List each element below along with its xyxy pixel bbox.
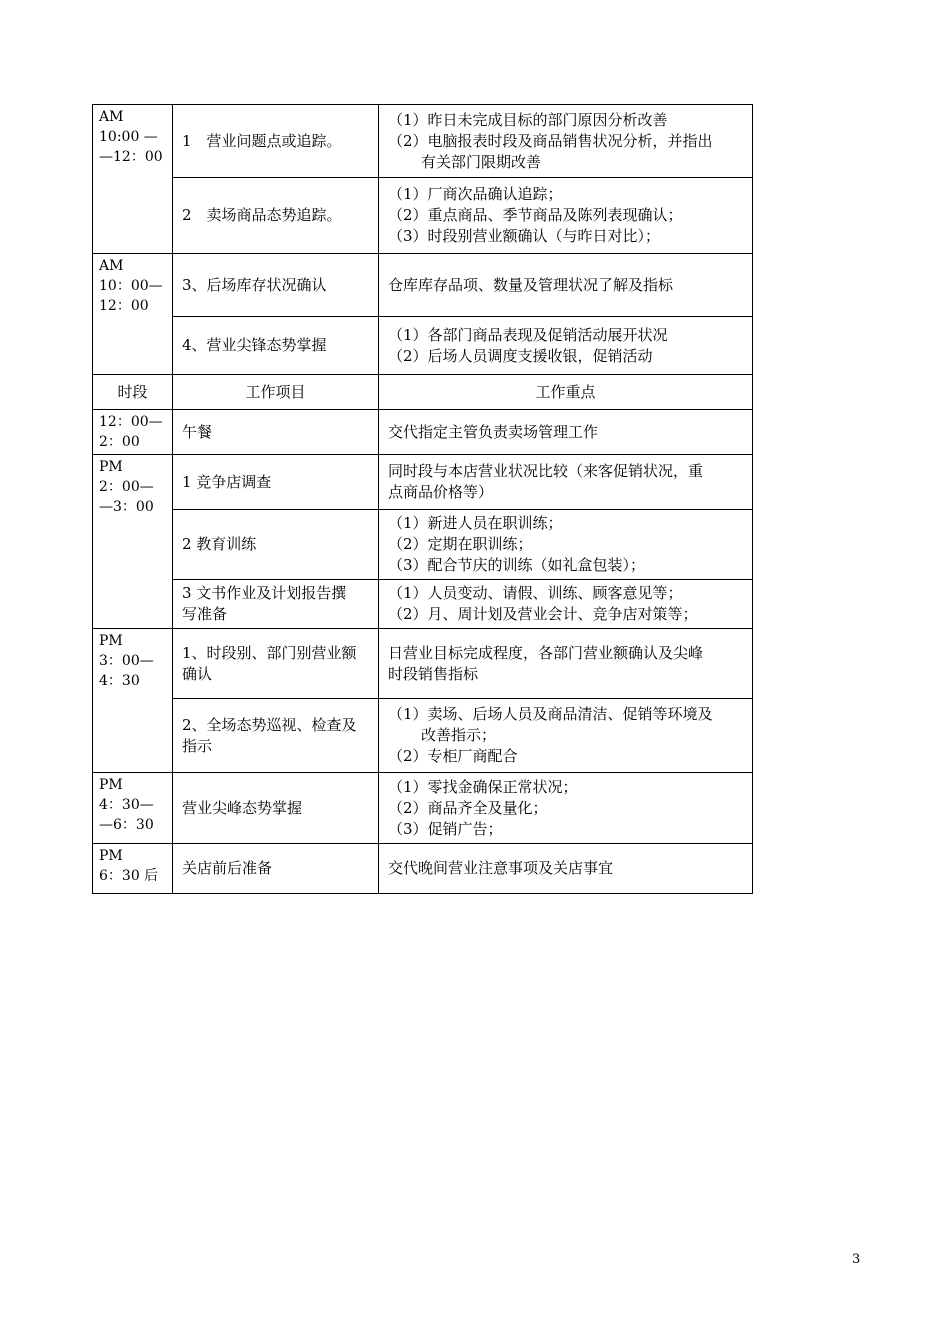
table-row — [93, 317, 753, 375]
focus-cell: （1）人员变动、请假、训练、顾客意见等； （2）月、周计划及营业会计、竞争店对策等； — [379, 580, 753, 629]
focus-cell: （1）新进人员在职训练； （2）定期在职训练； （3）配合节庆的训练（如礼盒包装）； — [379, 510, 753, 580]
focus-cell: 交代晚间营业注意事项及关店事宜 — [379, 844, 753, 894]
header-item: 工作项目 — [173, 375, 379, 410]
item-cell: 2 教育训练 — [173, 510, 379, 580]
table-row — [93, 254, 753, 317]
header-focus: 工作重点 — [379, 375, 753, 410]
table-row — [93, 699, 753, 773]
focus-cell: （1）昨日未完成目标的部门原因分析改善 （2）电脑报表时段及商品销售状况分析，并指出 有关部门限期改善 — [379, 105, 753, 178]
time-cell: PM 4：30— —6：30 — [93, 773, 173, 844]
item-cell: 2 卖场商品态势追踪。 — [173, 178, 379, 254]
item-cell: 2、全场态势巡视、检查及 指示 — [173, 699, 379, 773]
focus-cell: 同时段与本店营业状况比较（来客促销状况，重 点商品价格等） — [379, 455, 753, 510]
time-cell: AM 10：00— 12：00 — [93, 254, 173, 375]
time-cell: PM 3：00— 4：30 — [93, 629, 173, 773]
time-cell: 12：00— 2：00 — [93, 410, 173, 455]
table-row — [93, 844, 753, 894]
item-cell: 3 文书作业及计划报告撰 写准备 — [173, 580, 379, 629]
focus-cell: （1）卖场、后场人员及商品清洁、促销等环境及 改善指示； （2）专柜厂商配合 — [379, 699, 753, 773]
time-cell: AM 10:00 — —12：00 — [93, 105, 173, 254]
focus-cell: 交代指定主管负责卖场管理工作 — [379, 410, 753, 455]
time-cell: PM 2：00— —3：00 — [93, 455, 173, 629]
item-cell: 关店前后准备 — [173, 844, 379, 894]
focus-cell: （1）各部门商品表现及促销活动展开状况 （2）后场人员调度支援收银，促销活动 — [379, 317, 753, 375]
table-row — [93, 773, 753, 844]
table-row — [93, 105, 753, 178]
table-row — [93, 510, 753, 580]
item-cell: 午餐 — [173, 410, 379, 455]
table-header-row — [93, 375, 753, 410]
table-row — [93, 629, 753, 699]
header-time: 时段 — [93, 375, 173, 410]
table-row — [93, 178, 753, 254]
schedule-table — [92, 104, 753, 894]
item-cell: 4、营业尖锋态势掌握 — [173, 317, 379, 375]
table-row — [93, 580, 753, 629]
time-cell: PM 6：30 后 — [93, 844, 173, 894]
page-number: 3 — [852, 1252, 861, 1267]
table-row — [93, 455, 753, 510]
item-cell: 3、后场库存状况确认 — [173, 254, 379, 317]
focus-cell: （1）零找金确保正常状况； （2）商品齐全及量化； （3）促销广告； — [379, 773, 753, 844]
table-row — [93, 410, 753, 455]
item-cell: 1、时段别、部门别营业额 确认 — [173, 629, 379, 699]
item-cell: 1 竞争店调查 — [173, 455, 379, 510]
focus-cell: 日营业目标完成程度，各部门营业额确认及尖峰 时段销售指标 — [379, 629, 753, 699]
item-cell: 营业尖峰态势掌握 — [173, 773, 379, 844]
focus-cell: 仓库库存品项、数量及管理状况了解及指标 — [379, 254, 753, 317]
focus-cell: （1）厂商次品确认追踪； （2）重点商品、季节商品及陈列表现确认； （3）时段别营业额确认（与昨日对比）； — [379, 178, 753, 254]
item-cell: 1 营业问题点或追踪。 — [173, 105, 379, 178]
